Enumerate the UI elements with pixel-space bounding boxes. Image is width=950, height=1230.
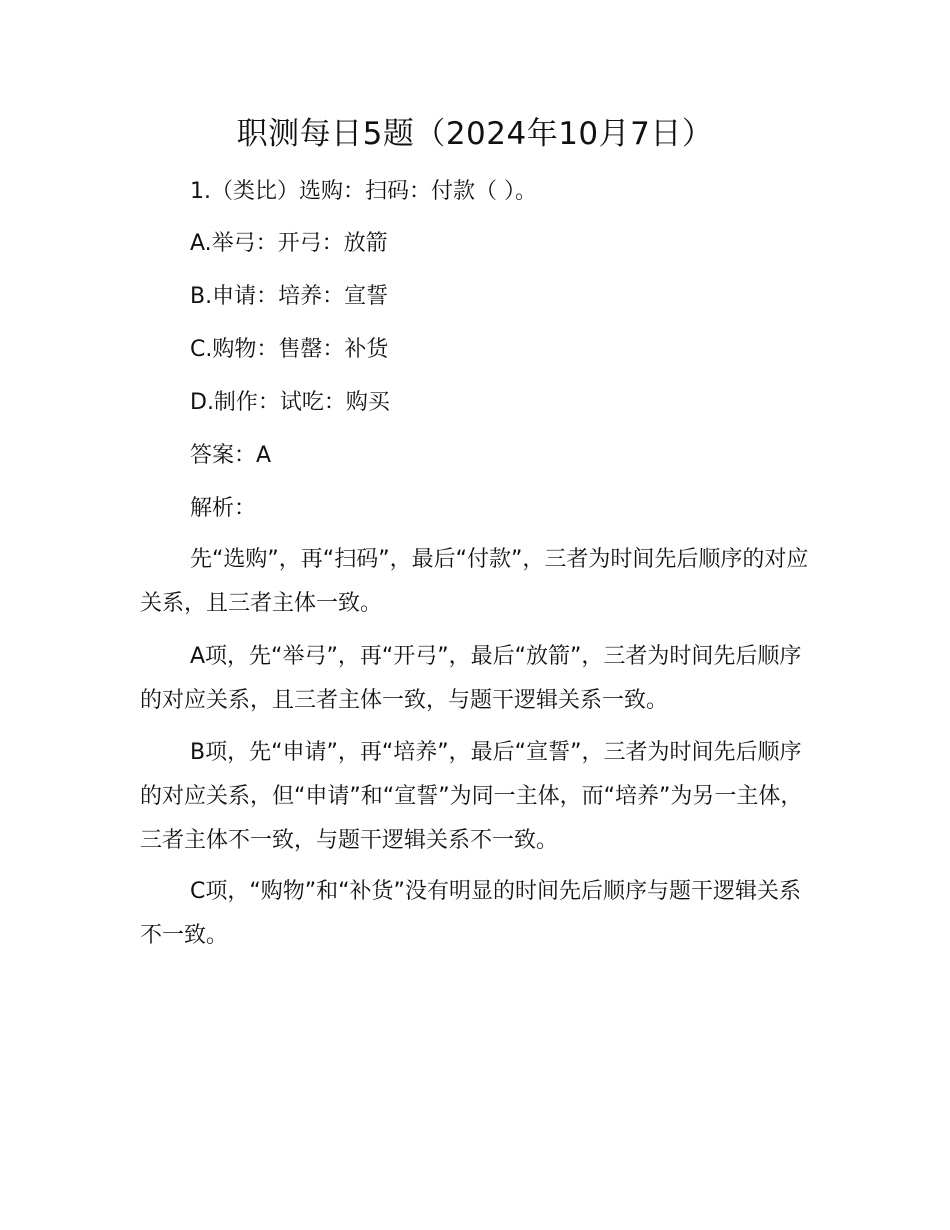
analysis-paragraph-a: A项，先“举弓”，再“开弓”，最后“放箭”，三者为时间先后顺序的对应关系，且三者主体一致，与题干逻辑关系一致。	[140, 644, 802, 713]
analysis-label: 解析：	[190, 496, 257, 521]
analysis-paragraph: 先“选购”，再“扫码”，最后“付款”，三者为时间先后顺序的对应关系，且三者主体一致。	[140, 547, 809, 616]
analysis-paragraph-c: C项，“购物”和“补货”没有明显的时间先后顺序与题干逻辑关系不一致。	[140, 879, 801, 948]
answer-line: 答案：A	[190, 443, 272, 468]
option-a: A.举弓：开弓：放箭	[190, 231, 388, 256]
question-stem: 1.（类比）选购：扫码：付款（ ）。	[190, 179, 537, 204]
page-title: 职测每日5题（2024年10月7日）	[236, 116, 714, 152]
option-d: D.制作：试吃：购买	[190, 390, 390, 415]
option-c: C.购物：售罄：补货	[190, 337, 389, 362]
option-b: B.申请：培养：宣誓	[190, 284, 389, 309]
analysis-paragraph-b: B项，先“申请”，再“培养”，最后“宣誓”，三者为时间先后顺序的对应关系，但“申请”和“宣誓”为同一主体，而“培养”为另一主体，三者主体不一致，与题干逻辑关系不一致。	[140, 740, 803, 853]
